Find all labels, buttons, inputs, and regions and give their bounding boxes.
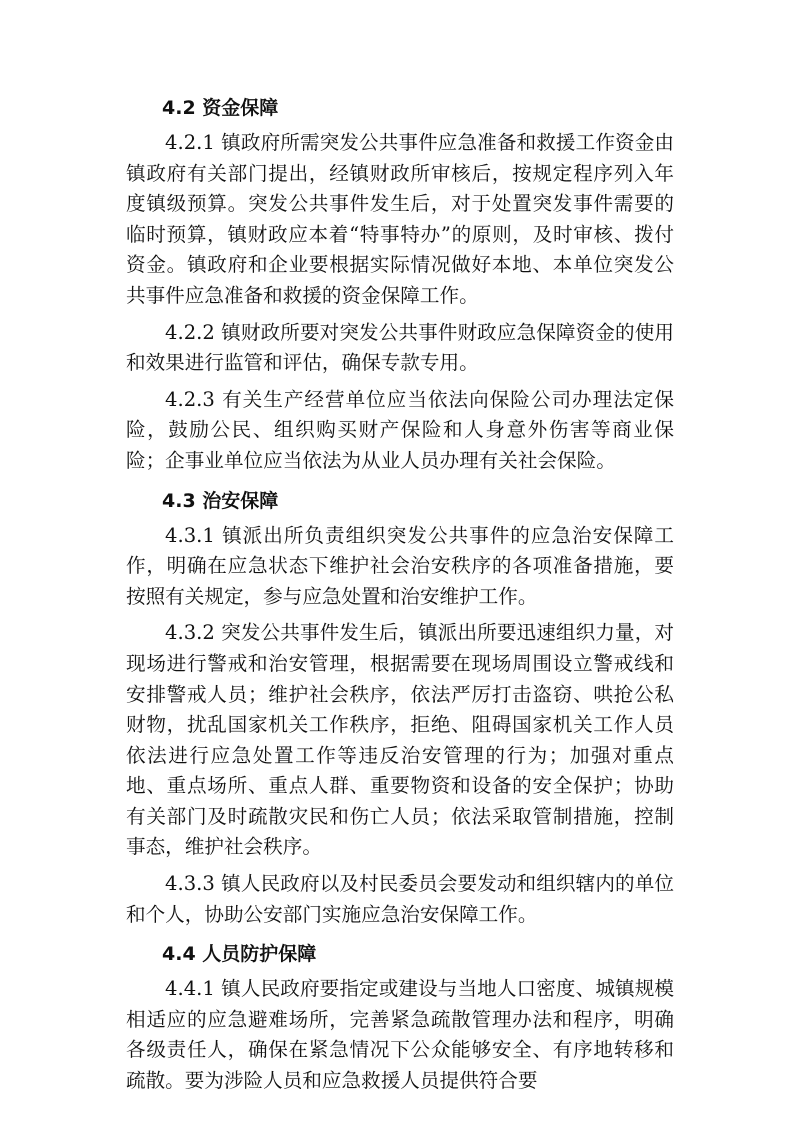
paragraph: 4.2.1 镇政府所需突发公共事件应急准备和救援工作资金由镇政府有关部门提出，经镇财政所审核后，按规定程序列入年度镇级预算。突发公共事件发生后，对于处置突发事件需要的临时预算，镇财政应本着“特事特办”的原则，及时审核、拨付资金。镇政府和企业要根据实际情况做好本地、本单位突发公共事件应急准备和救援的资金保障工作。 (126, 131, 674, 307)
paragraph: 4.3.3 镇人民政府以及村民委员会要发动和组织辖内的单位和个人，协助公安部门实施应急治安保障工作。 (126, 872, 674, 926)
section-personnel-protection (126, 936, 674, 1096)
document-body (126, 90, 674, 1103)
paragraph: 4.2.2 镇财政所要对突发公共事件财政应急保障资金的使用和效果进行监管和评估，确保专款专用。 (126, 320, 674, 375)
section-heading: 4.4 人员防护保障 (162, 943, 317, 966)
section-security (126, 483, 674, 931)
paragraph: 4.3.1 镇派出所负责组织突发公共事件的应急治安保障工作，明确在应急状态下维护社会治安秩序的各项准备措施，要按照有关规定，参与应急处置和治安维护工作。 (126, 523, 674, 608)
paragraph: 4.3.2 突发公共事件发生后，镇派出所要迅速组织力量，对现场进行警戒和治安管理，根据需要在现场周围设立警戒线和安排警戒人员；维护社会秩序，依法严厉打击盗窃、哄抢公私财物，扰乱国家机关工作秩序，拒绝、阻碍国家机关工作人员依法进行应急处置工作等违反治安管理的行为；加强对重点地、重点场所、重点人群、重要物资和设备的安全保护；协助有关部门及时疏散灾民和伤亡人员；依法采取管制措施，控制事态，维护社会秩序。 (126, 621, 674, 859)
section-heading: 4.2 资金保障 (162, 97, 279, 119)
section-funding (126, 90, 674, 477)
paragraph: 4.2.3 有关生产经营单位应当依法向保险公司办理法定保险，鼓励公民、组织购买财产保险和人身意外伤害等商业保险；企事业单位应当依法为从业人员办理有关社会保险。 (126, 387, 674, 472)
paragraph: 4.4.1 镇人民政府要指定或建设与当地人口密度、城镇规模相适应的应急避难场所，完善紧急疏散管理办法和程序，明确各级责任人，确保在紧急情况下公众能够安全、有序地转移和疏散。要为涉险人员和应急救援人员提供符合要 (126, 977, 674, 1093)
section-heading: 4.3 治安保障 (162, 489, 279, 512)
